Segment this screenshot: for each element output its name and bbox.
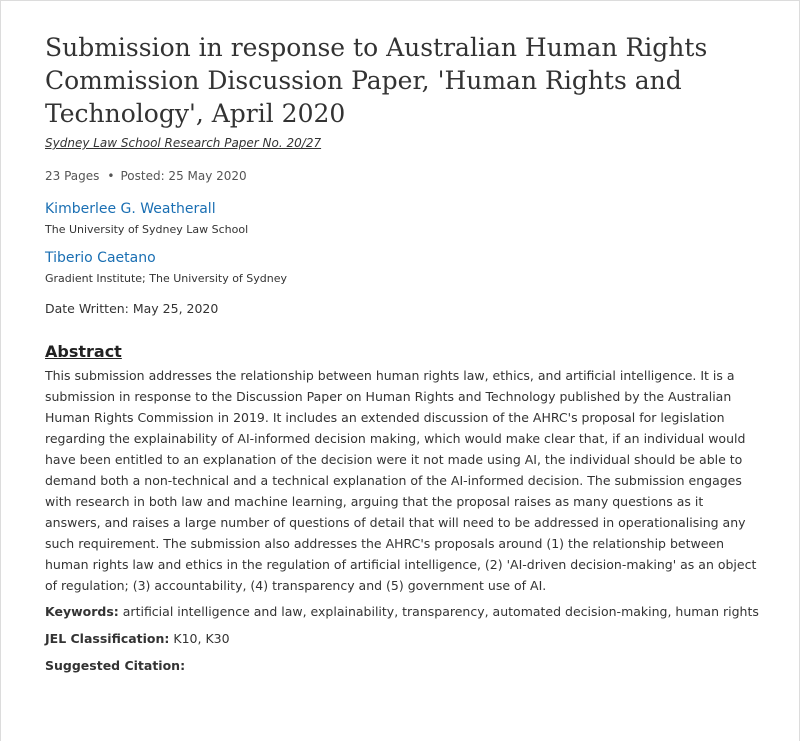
author-block [45, 250, 759, 285]
author-affiliation: Gradient Institute; The University of Sydney [45, 272, 288, 285]
series-link[interactable]: Sydney Law School Research Paper No. 20/27 [45, 136, 322, 150]
date-written: Date Written: May 25, 2020 [45, 301, 219, 316]
author-name-link[interactable]: Kimberlee G. Weatherall [45, 201, 216, 217]
keywords-label: Keywords: [45, 604, 119, 619]
posted-date: Posted: 25 May 2020 [120, 169, 247, 183]
author-block [45, 201, 759, 236]
abstract-text: This submission addresses the relationship between human rights law, ethics, and artificial intelligence. It is a submission in response to the Discussion Paper on Human Rights and Technology published by the Australian Human Rights Commission in 2019. It includes an extended discussion of the AHRC's proposal for legislation regarding the explainability of AI-informed decision making, which would make clear that, if an individual would have been entitled to an explanation of the decision were it not made using AI, the individual should be able to demand both a non-technical and a technical explanation of the AI-informed decision. The submission engages with research in both law and machine learning, arguing that the proposal raises as many questions as it answers, and raises a large number of questions of detail that will need to be addressed in operationalising any such requirement. The submission also addresses the AHRC's proposals around (1) the relationship between human rights law and ethics in the regulation of artificial intelligence, (2) 'AI-driven decision-making' as an object of regulation; (3) accountability, (4) transparency and (5) government use of AI. [45, 368, 757, 593]
suggested-citation-label: Suggested Citation: [45, 658, 186, 673]
meta-separator: • [107, 169, 115, 183]
page-count: 23 Pages [45, 169, 100, 183]
abstract-heading: Abstract [45, 342, 122, 361]
jel-label: JEL Classification: [45, 631, 170, 646]
jel-value: K10, K30 [173, 631, 230, 646]
author-affiliation: The University of Sydney Law School [45, 223, 249, 236]
author-name-link[interactable]: Tiberio Caetano [45, 250, 156, 266]
jel-row [45, 631, 759, 646]
keywords-value: artificial intelligence and law, explainability, transparency, automated decision-making, human rights [122, 604, 759, 619]
paper-meta [45, 169, 759, 183]
keywords-row [45, 604, 759, 619]
page-title: Submission in response to Australian Human Rights Commission Discussion Paper, 'Human Rights and Technology', April 2020 [45, 33, 708, 128]
